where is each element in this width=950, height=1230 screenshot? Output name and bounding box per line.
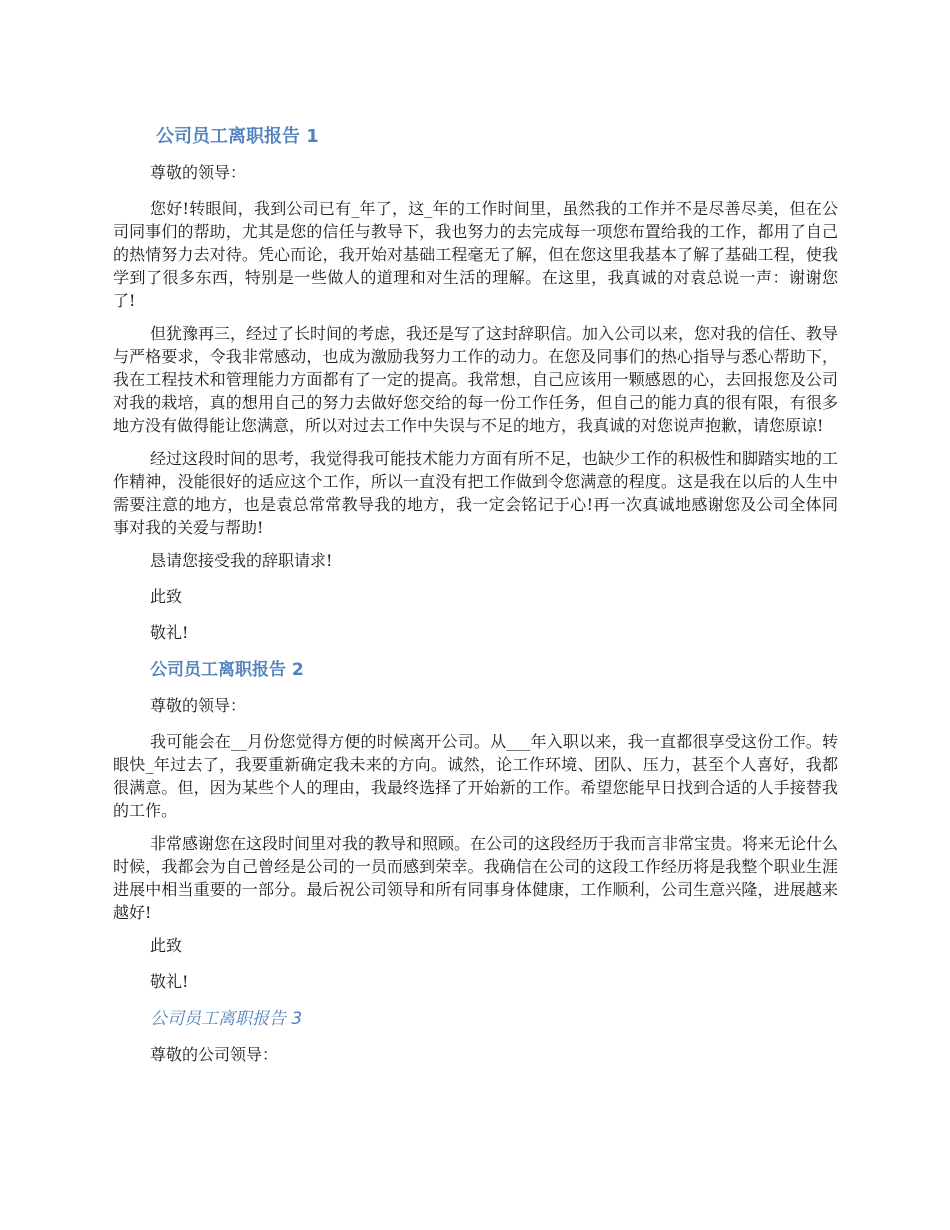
section-1-salute: 敬礼! <box>150 623 189 642</box>
section-1-paragraph-2: 但犹豫再三，经过了长时间的考虑，我还是写了这封辞职信。加入公司以来，您对我的信任、教导与严格要求，令我非常感动，也成为激励我努力工作的动力。在您及同事们的热心指导与悉心帮助下，我在工程技术和管理能力方面都有了一定的提高。我常想，自己应该用一颗感恩的心，去回报您及公司对我的栽培，真的想用自己的努力去做好您交给的每一份工作任务，但自己的能力真的很有限，有很多地方没有做得能让您满意，所以对过去工作中失误与不足的地方，我真诚的对您说声抱歉，请您原谅! <box>113 324 839 435</box>
section-3-greeting: 尊敬的公司领导： <box>150 1045 279 1064</box>
section-2-salute: 敬礼! <box>150 972 189 991</box>
section-1-title: 公司员工离职报告 1 <box>156 126 319 147</box>
section-1-paragraph-1: 您好!转眼间，我到公司已有_年了，这_年的工作时间里，虽然我的工作并不是尽善尽美，但在公司同事们的帮助，尤其是您的信任与教导下，我也努力的去完成每一项您布置给我的工作，都用了自己的热情努力去对待。凭心而论，我开始对基础工程毫无了解，但在您这里我基本了解了基础工程，使我学到了很多东西，特别是一些做人的道理和对生活的理解。在这里，我真诚的对袁总说一声：谢谢您了! <box>113 199 838 310</box>
section-1-paragraph-3: 经过这段时间的思考，我觉得我可能技术能力方面有所不足，也缺少工作的积极性和脚踏实地的工作精神，没能很好的适应这个工作，所以一直没有把工作做到令您满意的程度。这是我在以后的人生中需要注意的地方，也是袁总常常教导我的地方，我一定会铭记于心!再一次真诚地感谢您及公司全体同事对我的关爱与帮助! <box>113 449 839 537</box>
section-2-closing: 此致 <box>150 936 183 955</box>
section-3-title: 公司员工离职报告 3 <box>150 1009 303 1029</box>
section-2-paragraph-2: 非常感谢您在这段时间里对我的教导和照顾。在公司的这段经历于我而言非常宝贵。将来无论什么时候，我都会为自己曾经是公司的一员而感到荣幸。我确信在公司的这段工作经历将是我整个职业生涯进展中相当重要的一部分。最后祝公司领导和所有同事身体健康，工作顺利，公司生意兴隆，进展越来越好! <box>113 834 839 922</box>
section-1-greeting: 尊敬的领导： <box>150 163 247 182</box>
section-2-paragraph-1: 我可能会在__月份您觉得方便的时候离开公司。从___年入职以来，我一直都很享受这份工作。转眼快_年过去了，我要重新确定我未来的方向。诚然，论工作环境、团队、压力，甚至个人喜好，我都很满意。但，因为某些个人的理由，我最终选择了开始新的工作。希望您能早日找到合适的人手接替我的工作。 <box>113 732 838 820</box>
document-content <box>113 124 838 1079</box>
section-2-title: 公司员工离职报告 2 <box>150 660 304 680</box>
section-1-request: 恳请您接受我的辞职请求! <box>150 551 333 570</box>
section-2-greeting: 尊敬的领导： <box>150 696 247 715</box>
section-1-closing: 此致 <box>150 587 183 606</box>
